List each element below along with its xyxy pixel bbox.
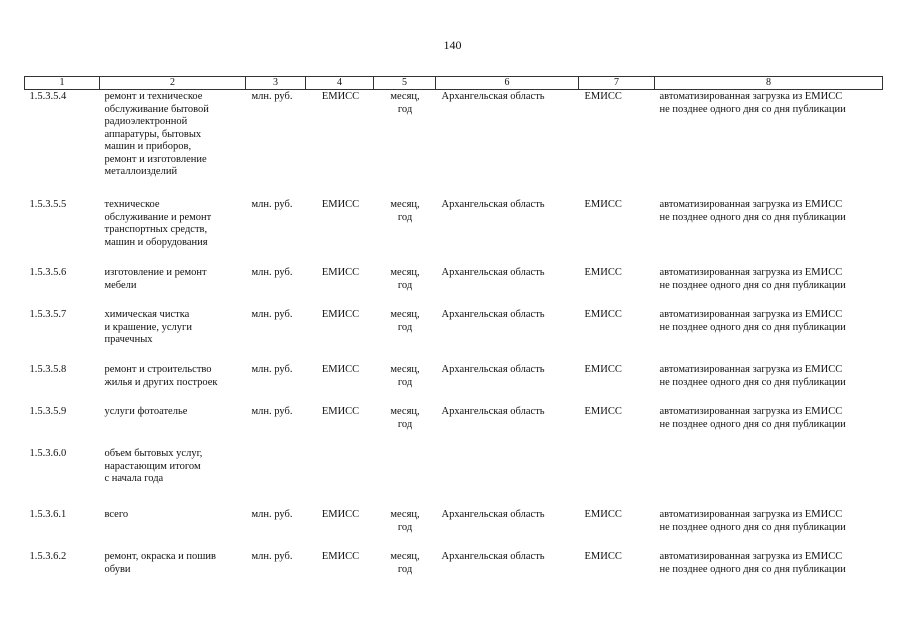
indicator-name-line: изготовление и ремонт xyxy=(104,267,207,278)
data-source: ЕМИСС xyxy=(321,267,360,278)
territory xyxy=(436,447,579,508)
indicator-code: 1.5.3.5.9 xyxy=(29,406,67,417)
periodicity-line: год xyxy=(397,521,413,533)
indicator-name-line: ремонт и строительство xyxy=(104,364,212,375)
source-system: ЕМИСС xyxy=(584,551,622,562)
periodicity-line: год xyxy=(397,211,413,223)
indicator-name-line: аппаратуры, бытовых xyxy=(104,128,202,140)
source-system: ЕМИСС xyxy=(584,309,622,320)
source-system: ЕМИСС xyxy=(584,267,622,278)
periodicity xyxy=(374,405,436,447)
indicator-name xyxy=(100,198,246,266)
indicator-name-line: химическая чистка xyxy=(104,309,190,320)
header-col-7: 7 xyxy=(579,77,655,90)
indicator-code: 1.5.3.6.2 xyxy=(29,551,67,562)
loading-method-line: не позднее одного дня со дня публикации xyxy=(659,563,846,575)
territory: Архангельская область xyxy=(441,199,545,210)
indicator-code: 1.5.3.5.6 xyxy=(29,267,67,278)
loading-method-line: не позднее одного дня со дня публикации xyxy=(659,376,846,388)
indicator-name-line: жилья и других построек xyxy=(104,376,218,388)
periodicity-line: год xyxy=(397,563,413,575)
loading-method-line: автоматизированная загрузка из ЕМИСС xyxy=(659,199,843,210)
loading-method-line: не позднее одного дня со дня публикации xyxy=(659,279,846,291)
table-row xyxy=(25,508,883,550)
territory: Архангельская область xyxy=(441,364,545,375)
table-row xyxy=(25,308,883,363)
data-source: ЕМИСС xyxy=(321,406,360,417)
indicator-name-line: техническое xyxy=(104,199,160,210)
indicator-name-line: мебели xyxy=(104,279,137,291)
territory: Архангельская область xyxy=(441,267,545,278)
indicator-name-line: радиоэлектронной xyxy=(104,116,188,127)
indicator-name-line: ремонт и изготовление xyxy=(104,153,207,165)
periodicity-line: месяц, xyxy=(390,267,420,278)
header-col-5: 5 xyxy=(374,77,436,90)
indicator-name xyxy=(100,308,246,363)
loading-method xyxy=(655,508,883,550)
unit-of-measure: млн. руб. xyxy=(251,551,293,562)
indicator-name-line: объем бытовых услуг, xyxy=(104,448,203,459)
periodicity-line: месяц, xyxy=(390,364,420,375)
periodicity-line: месяц, xyxy=(390,509,420,520)
periodicity xyxy=(374,308,436,363)
source-system xyxy=(579,447,655,508)
loading-method-line: автоматизированная загрузка из ЕМИСС xyxy=(659,267,843,278)
periodicity xyxy=(374,90,436,199)
periodicity-line: месяц, xyxy=(390,199,420,210)
table-header xyxy=(25,77,883,90)
periodicity-line: месяц, xyxy=(390,309,420,320)
table-row xyxy=(25,198,883,266)
indicator-code: 1.5.3.5.4 xyxy=(29,91,67,102)
unit-of-measure xyxy=(246,447,306,508)
header-col-1: 1 xyxy=(25,77,100,90)
loading-method xyxy=(655,363,883,405)
periodicity-line: год xyxy=(397,103,413,115)
indicator-name xyxy=(100,266,246,308)
loading-method-line: автоматизированная загрузка из ЕМИСС xyxy=(659,91,843,102)
source-system: ЕМИСС xyxy=(584,91,622,102)
loading-method-line: автоматизированная загрузка из ЕМИСС xyxy=(659,509,843,520)
table-row xyxy=(25,447,883,508)
periodicity xyxy=(374,508,436,550)
indicator-code: 1.5.3.5.8 xyxy=(29,364,67,375)
indicator-name-line: машин и оборудования xyxy=(104,236,208,248)
periodicity xyxy=(374,198,436,266)
unit-of-measure: млн. руб. xyxy=(251,364,293,375)
loading-method-line: автоматизированная загрузка из ЕМИСС xyxy=(659,406,843,417)
periodicity-line: месяц, xyxy=(390,551,420,562)
indicator-name xyxy=(100,508,246,550)
indicator-code: 1.5.3.6.0 xyxy=(29,448,67,459)
loading-method-line: не позднее одного дня со дня публикации xyxy=(659,521,846,533)
indicator-name xyxy=(100,90,246,199)
periodicity xyxy=(374,363,436,405)
indicator-name-line: и крашение, услуги xyxy=(104,321,192,333)
data-source: ЕМИСС xyxy=(321,91,360,102)
header-col-6: 6 xyxy=(436,77,579,90)
periodicity-line: год xyxy=(397,376,413,388)
source-system: ЕМИСС xyxy=(584,509,622,520)
loading-method-line: не позднее одного дня со дня публикации xyxy=(659,103,846,115)
page-number: 140 xyxy=(443,38,462,52)
indicator-name-line: услуги фотоателье xyxy=(104,406,188,417)
table-row xyxy=(25,405,883,447)
data-source: ЕМИСС xyxy=(321,309,360,320)
territory: Архангельская область xyxy=(441,551,545,562)
table-body xyxy=(25,90,883,592)
indicator-name-line: с начала года xyxy=(104,473,164,484)
indicator-name xyxy=(100,447,246,508)
loading-method xyxy=(655,90,883,199)
unit-of-measure: млн. руб. xyxy=(251,309,293,320)
loading-method-line: автоматизированная загрузка из ЕМИСС xyxy=(659,551,843,562)
indicator-name-line: машин и приборов, xyxy=(104,141,192,152)
loading-method-line: не позднее одного дня со дня публикации xyxy=(659,211,846,223)
loading-method xyxy=(655,198,883,266)
indicator-name-line: прачечных xyxy=(104,334,153,345)
indicator-code: 1.5.3.5.5 xyxy=(29,199,67,210)
periodicity xyxy=(374,447,436,508)
periodicity-line: месяц, xyxy=(390,406,420,417)
header-col-2: 2 xyxy=(100,77,246,90)
table-row xyxy=(25,266,883,308)
territory: Архангельская область xyxy=(441,509,545,520)
unit-of-measure: млн. руб. xyxy=(251,267,293,278)
loading-method xyxy=(655,266,883,308)
periodicity-line: год xyxy=(397,321,413,333)
indicator-name-line: ремонт, окраска и пошив xyxy=(104,551,216,562)
indicator-name-line: ремонт и техническое xyxy=(104,91,203,102)
periodicity-line: месяц, xyxy=(390,91,420,102)
indicators-table xyxy=(24,76,883,591)
indicator-code: 1.5.3.6.1 xyxy=(29,509,67,520)
data-source: ЕМИСС xyxy=(321,509,360,520)
loading-method-line: не позднее одного дня со дня публикации xyxy=(659,321,846,333)
header-row xyxy=(25,77,883,90)
indicator-name-line: нарастающим итогом xyxy=(104,460,201,472)
data-source: ЕМИСС xyxy=(321,551,360,562)
loading-method-line: автоматизированная загрузка из ЕМИСС xyxy=(659,309,843,320)
indicator-name xyxy=(100,405,246,447)
unit-of-measure: млн. руб. xyxy=(251,509,293,520)
indicator-name xyxy=(100,363,246,405)
source-system: ЕМИСС xyxy=(584,406,622,417)
loading-method xyxy=(655,308,883,363)
loading-method xyxy=(655,405,883,447)
indicator-name-line: всего xyxy=(104,509,129,520)
loading-method xyxy=(655,550,883,591)
indicator-name-line: обуви xyxy=(104,563,131,575)
periodicity-line: год xyxy=(397,418,413,430)
unit-of-measure: млн. руб. xyxy=(251,91,293,102)
table-row xyxy=(25,363,883,405)
territory: Архангельская область xyxy=(441,309,545,320)
unit-of-measure: млн. руб. xyxy=(251,406,293,417)
periodicity-line: год xyxy=(397,279,413,291)
loading-method-line: не позднее одного дня со дня публикации xyxy=(659,418,846,430)
data-source: ЕМИСС xyxy=(321,199,360,210)
header-col-4: 4 xyxy=(306,77,374,90)
data-source xyxy=(306,447,374,508)
source-system: ЕМИСС xyxy=(584,364,622,375)
indicator-name-line: транспортных средств, xyxy=(104,224,208,235)
header-col-8: 8 xyxy=(655,77,883,90)
indicator-code: 1.5.3.5.7 xyxy=(29,309,67,320)
table-row xyxy=(25,550,883,591)
territory: Архангельская область xyxy=(441,91,545,102)
data-source: ЕМИСС xyxy=(321,364,360,375)
source-system: ЕМИСС xyxy=(584,199,622,210)
loading-method xyxy=(655,447,883,508)
loading-method-line: автоматизированная загрузка из ЕМИСС xyxy=(659,364,843,375)
indicator-name xyxy=(100,550,246,591)
indicator-name-line: обслуживание и ремонт xyxy=(104,211,212,223)
territory: Архангельская область xyxy=(441,406,545,417)
table-row xyxy=(25,90,883,199)
periodicity xyxy=(374,550,436,591)
periodicity xyxy=(374,266,436,308)
indicator-name-line: обслуживание бытовой xyxy=(104,103,209,115)
indicator-name-line: металлоизделий xyxy=(104,166,178,177)
unit-of-measure: млн. руб. xyxy=(251,199,293,210)
header-col-3: 3 xyxy=(246,77,306,90)
